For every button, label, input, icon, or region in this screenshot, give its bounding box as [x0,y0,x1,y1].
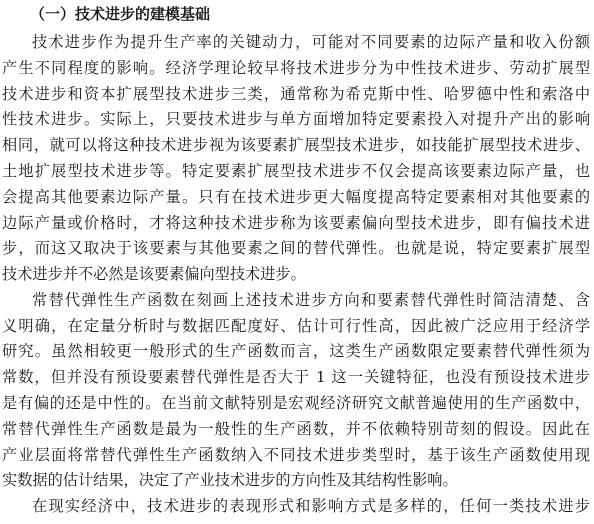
section-heading: （一）技术进步的建模基础 [30,5,211,23]
paragraph-line: 常数，但并没有预设要素替代弹性是否大于 1 这一关键特征，也没有预设技术进步 [2,368,590,387]
paragraph-line: 土地扩展型技术进步等。特定要素扩展型技术进步不仅会提高该要素边际产量，也 [2,161,590,180]
paragraph-line: 会提高其他要素边际产量。只有在技术进步更大幅度提高特定要素相对其他要素的 [2,187,590,206]
paragraph-line: 性技术进步。实际上，只要技术进步与单方面增加特定要素投入对提升产出的影响 [2,110,590,129]
paragraph-line: 边际产量或价格时，才将这种技术进步称为该要素偏向型技术进步，即有偏技术进 [2,213,590,232]
paragraph-line: 在现实经济中，技术进步的表现形式和影响方式是多样的，任何一类技术进步 [32,497,590,516]
paragraph-line: 产业层面将常替代弹性生产函数纳入不同技术进步类型时，基于该生产函数使用现 [2,445,590,464]
paragraph-line: 研究。虽然相较更一般形式的生产函数而言，这类生产函数限定要素替代弹性须为 [2,342,590,361]
paragraph-line: 是有偏的还是中性的。在当前文献特别是宏观经济研究文献普遍使用的生产函数中， [2,394,590,413]
paragraph-line: 技术进步作为提升生产率的关键动力，可能对不同要素的边际产量和收入份额 [32,33,590,51]
paragraph-line: 技术进步和资本扩展型技术进步三类，通常称为希克斯中性、哈罗德中性和索洛中 [2,84,590,103]
paragraph-line: 相同，就可以将这种技术进步视为该要素扩展型技术进步，如技能扩展型技术进步、 [2,136,590,155]
paragraph-line: 技术进步并不必然是该要素偏向型技术进步。 [2,265,306,284]
paragraph-line: 产生不同程度的影响。经济学理论较早将技术进步分为中性技术进步、劳动扩展型 [2,58,590,77]
paragraph-line: 步，而这又取决于该要素与其他要素之间的替代弹性。也就是说，特定要素扩展型 [2,239,590,258]
paragraph-line: 常替代弹性生产函数是最为一般性的生产函数，并不依赖特别苛刻的假设。因此在 [2,419,590,438]
paragraph-line: 常替代弹性生产函数在刻画上述技术进步方向和要素替代弹性时简洁清楚、含 [32,290,590,309]
paragraph-line: 义明确，在定量分析时与数据匹配度好、估计可行性高，因此被广泛应用于经济学 [2,316,590,335]
paragraph-line: 实数据的估计结果，决定了产业技术进步的方向性及其结构性影响。 [2,471,458,490]
